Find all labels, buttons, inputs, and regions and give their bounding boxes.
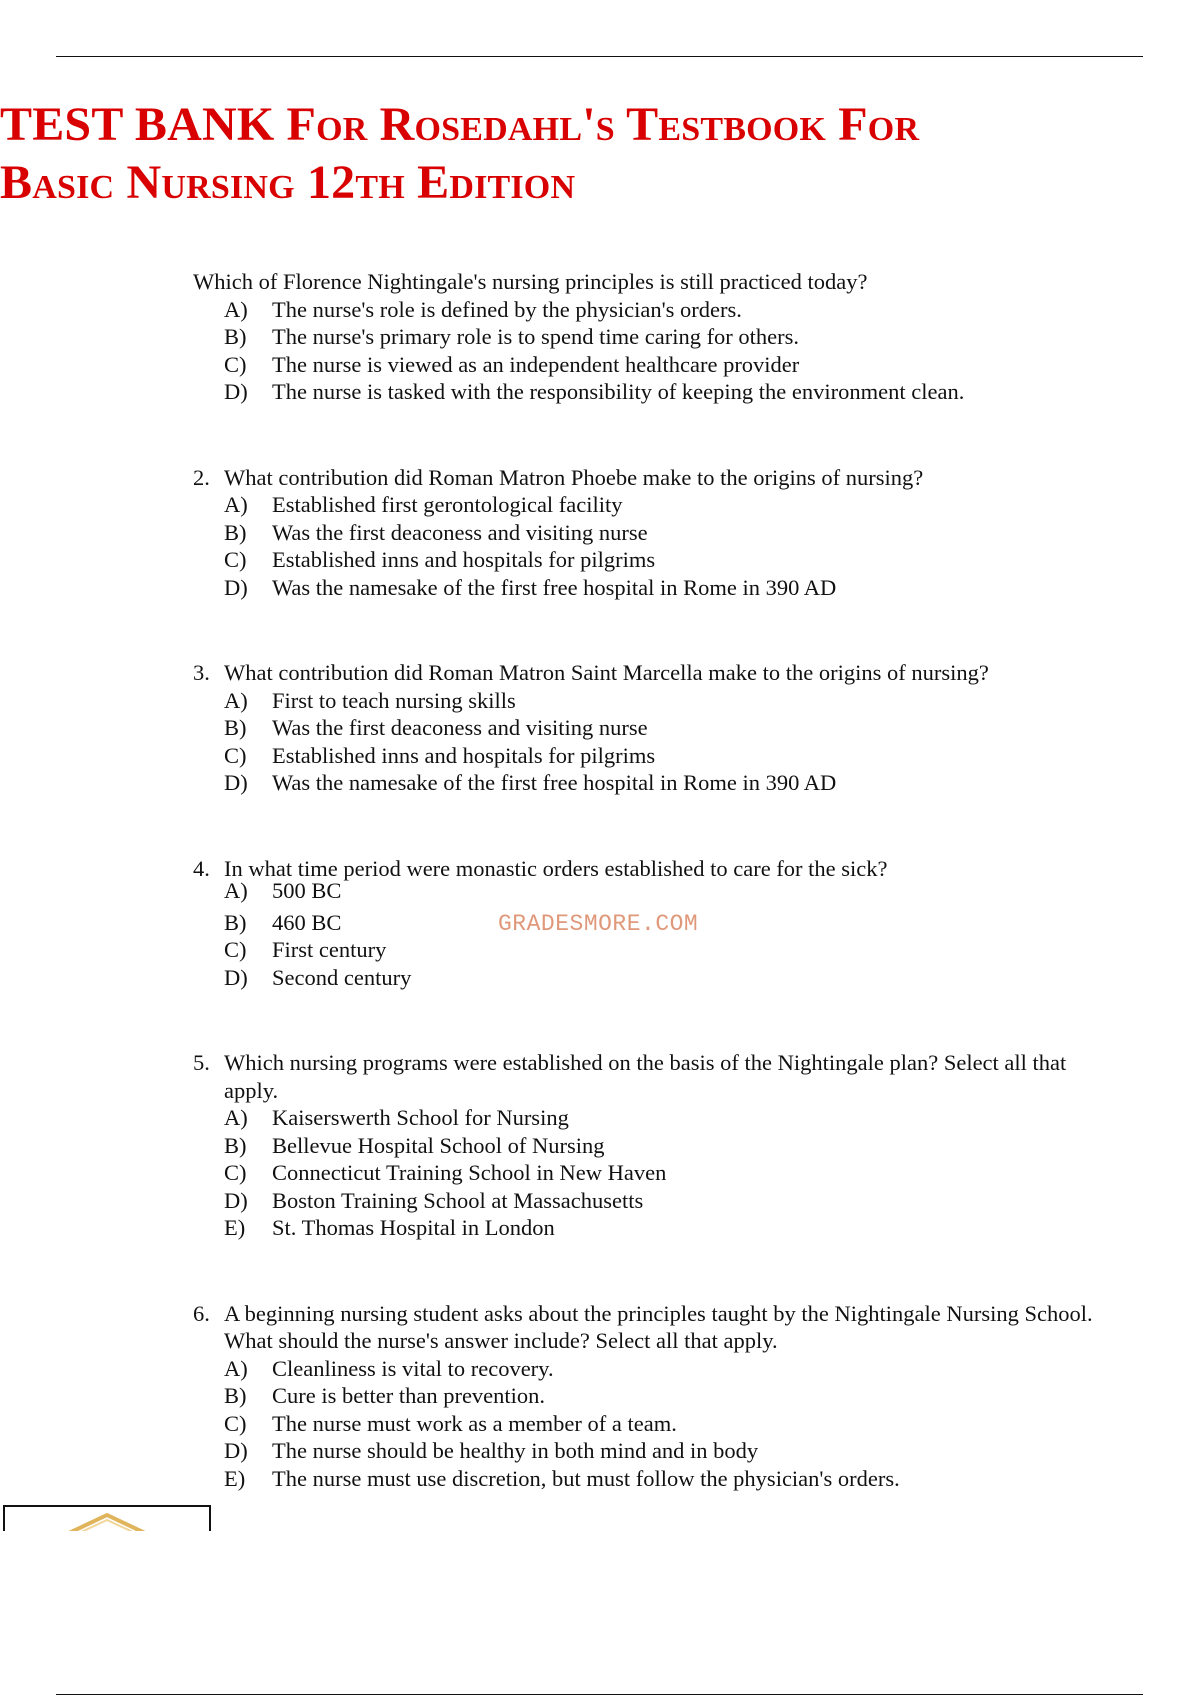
logo-frame: [3, 1505, 211, 1531]
choice-text: Connecticut Training School in New Haven: [272, 1160, 667, 1185]
choice-text: First to teach nursing skills: [272, 687, 516, 713]
question-list: [193, 268, 1093, 1492]
question-number: 4.: [193, 855, 210, 881]
question-5: [193, 1049, 1093, 1242]
choice-d: [193, 574, 1093, 602]
document-title-line-2: Basic Nursing 12th Edition: [0, 156, 576, 209]
choice-a: [193, 877, 1093, 909]
choice-list: [193, 687, 1093, 797]
choice-text: Established first gerontological facility: [272, 492, 623, 517]
choice-list: [193, 1355, 1093, 1493]
choice-text: 500 BC: [272, 877, 342, 903]
choice-letter: E): [224, 1465, 246, 1491]
choice-letter: C): [224, 1410, 247, 1436]
choice-text: Cure is better than prevention.: [272, 1383, 546, 1408]
choice-b: [193, 519, 1093, 547]
choice-d: [193, 964, 1093, 992]
choice-letter: D): [224, 1187, 248, 1213]
question-number: 6.: [193, 1300, 210, 1326]
choice-b: [193, 714, 1093, 742]
choice-text: Bellevue Hospital School of Nursing: [272, 1132, 605, 1158]
choice-letter: B): [224, 324, 247, 349]
question-stem: A beginning nursing student asks about the principles taught by the Nightingale Nursing School. What should the nurse's answer include? Select all that apply.: [224, 1300, 1093, 1353]
question-stem: What contribution did Roman Matron Saint Marcella make to the origins of nursing?: [224, 660, 989, 685]
choice-text: Cleanliness is vital to recovery.: [272, 1355, 554, 1381]
question-number: 2.: [193, 464, 210, 490]
question-stem: Which of Florence Nightingale's nursing principles is still practiced today?: [193, 269, 868, 294]
choice-text: First century: [272, 937, 387, 962]
watermark-text: GRADESMORE.COM: [498, 911, 699, 937]
choice-c: [193, 742, 1093, 770]
choice-b: [193, 323, 1093, 351]
choice-list: [193, 1104, 1093, 1242]
choice-letter: D): [224, 770, 248, 795]
choice-e: [193, 1465, 1093, 1493]
question-stem-row: [193, 855, 1093, 881]
choice-text: Kaiserswerth School for Nursing: [272, 1105, 569, 1130]
choice-letter: B): [224, 715, 247, 740]
choice-c: [193, 546, 1093, 574]
choice-d: [193, 1437, 1093, 1465]
question-number: 5.: [193, 1050, 210, 1075]
question-1: [193, 268, 1093, 406]
choice-b: [193, 1132, 1093, 1160]
choice-text: 460 BC: [272, 909, 342, 935]
choice-letter: C): [224, 937, 247, 962]
choice-text: Was the first deaconess and visiting nurse: [272, 519, 648, 545]
choice-letter: A): [224, 296, 248, 322]
choice-text: Established inns and hospitals for pilgrims: [272, 742, 656, 768]
choice-a: [193, 687, 1093, 715]
choice-a: [193, 491, 1093, 519]
choice-a: [193, 1355, 1093, 1383]
choice-d: [193, 769, 1093, 797]
choice-d: [193, 378, 1093, 406]
choice-text: St. Thomas Hospital in London: [272, 1215, 555, 1240]
choice-letter: C): [224, 742, 247, 768]
choice-text: Was the namesake of the first free hospital in Rome in 390 AD: [272, 770, 837, 795]
question-stem: What contribution did Roman Matron Phoebe make to the origins of nursing?: [224, 464, 924, 490]
choice-text: Second century: [272, 964, 412, 990]
choice-letter: C): [224, 547, 247, 572]
choice-letter: A): [224, 687, 248, 713]
choice-text: Boston Training School at Massachusetts: [272, 1187, 644, 1213]
choice-c: [193, 1159, 1093, 1187]
choice-c: [193, 1410, 1093, 1438]
choice-text: The nurse is viewed as an independent healthcare provider: [272, 351, 800, 377]
choice-letter: C): [224, 351, 247, 377]
choice-text: Established inns and hospitals for pilgrims: [272, 547, 656, 572]
choice-letter: A): [224, 1355, 248, 1381]
question-stem: Which nursing programs were established on the basis of the Nightingale plan? Select all that apply.: [224, 1050, 1067, 1103]
question-stem: In what time period were monastic orders established to care for the sick?: [224, 855, 888, 881]
bottom-rule: [56, 1694, 1143, 1695]
top-rule: [56, 56, 1143, 57]
choice-letter: A): [224, 1105, 248, 1130]
choice-text: Was the namesake of the first free hospital in Rome in 390 AD: [272, 574, 837, 600]
question-number: 3.: [193, 660, 210, 685]
choice-letter: D): [224, 379, 248, 404]
choice-letter: B): [224, 909, 247, 935]
choice-letter: B): [224, 519, 247, 545]
question-6: [193, 1300, 1093, 1493]
choice-list: [193, 296, 1093, 406]
choice-c: [193, 351, 1093, 379]
choice-text: The nurse is tasked with the responsibility of keeping the environment clean.: [272, 379, 965, 404]
choice-text: The nurse's role is defined by the physician's orders.: [272, 296, 742, 322]
question-stem-row: [193, 464, 1093, 492]
choice-letter: A): [224, 492, 248, 517]
question-2: [193, 464, 1093, 602]
choice-a: [193, 1104, 1093, 1132]
choice-letter: E): [224, 1215, 246, 1240]
choice-b: [193, 1382, 1093, 1410]
choice-text: The nurse must work as a member of a team.: [272, 1410, 677, 1436]
choice-d: [193, 1187, 1093, 1215]
document-title: [0, 96, 919, 212]
choice-text: Was the first deaconess and visiting nurse: [272, 715, 648, 740]
choice-letter: B): [224, 1383, 247, 1408]
choice-letter: D): [224, 1438, 248, 1463]
question-stem-row: [193, 1300, 1094, 1355]
choice-letter: B): [224, 1132, 247, 1158]
choice-letter: A): [224, 877, 248, 903]
choice-c: [193, 936, 1093, 964]
choice-text: The nurse's primary role is to spend time caring for others.: [272, 324, 800, 349]
choice-list: [193, 491, 1093, 601]
house-logo-icon: [65, 1509, 155, 1531]
question-3: [193, 659, 1093, 797]
choice-a: [193, 296, 1093, 324]
question-stem-row: [193, 1049, 1084, 1104]
choice-text: The nurse must use discretion, but must follow the physician's orders.: [272, 1465, 900, 1491]
choice-letter: D): [224, 574, 248, 600]
choice-text: The nurse should be healthy in both mind and in body: [272, 1438, 759, 1463]
choice-letter: C): [224, 1160, 247, 1185]
choice-e: [193, 1214, 1093, 1242]
choice-letter: D): [224, 964, 248, 990]
question-stem-row: [193, 659, 1093, 687]
document-title-line-1: TEST BANK For Rosedahl's Testbook For: [0, 98, 920, 151]
